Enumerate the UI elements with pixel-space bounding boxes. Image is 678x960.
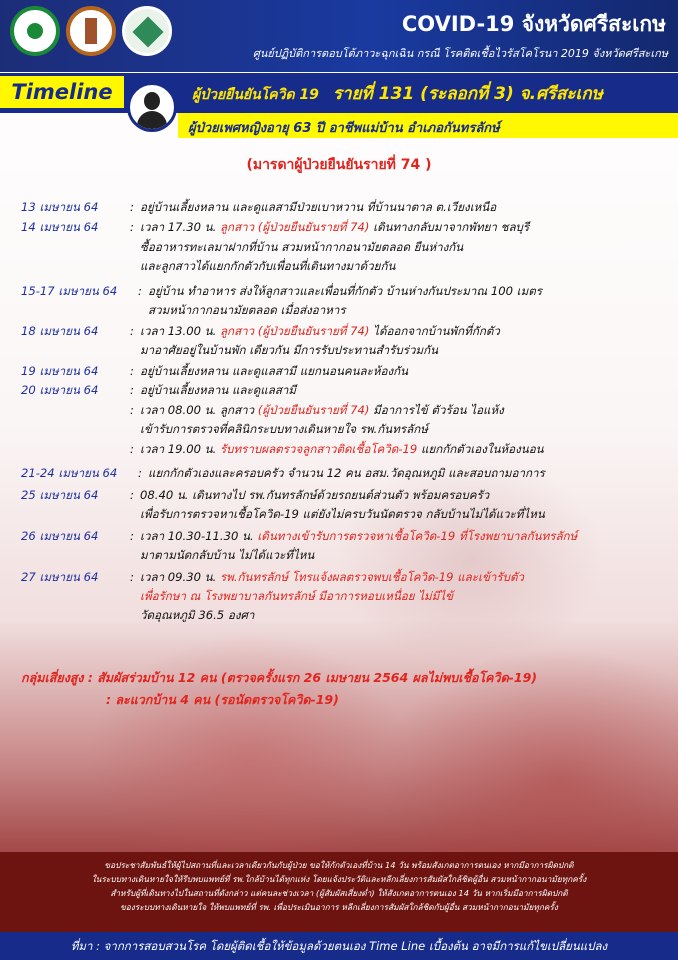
- timeline-date: 18 เมษายน 64: [21, 324, 99, 338]
- timeline-text: มีอาการไข้ ตัวร้อน ไอแห้ง: [369, 403, 504, 417]
- timeline-entry: [21, 381, 296, 399]
- timeline-entry: [21, 527, 577, 545]
- timeline-entry: [21, 440, 544, 458]
- timeline-text: สวมหน้ากากอนามัยตลอด เมื่อส่งอาหาร: [148, 303, 346, 317]
- timeline-separator: :: [130, 529, 134, 543]
- timeline-entry: [21, 257, 395, 275]
- timeline-entry: [21, 587, 453, 605]
- timeline-entry: [21, 505, 545, 523]
- timeline-date: 26 เมษายน 64: [21, 529, 99, 543]
- timeline-text: เวลา 19.00 น.: [140, 442, 220, 456]
- timeline-text: 08.40 น. เดินทางไป รพ.กันทรลักษ์ด้วยรถยนต์ส่วนตัว พร้อมครอบครัว: [140, 488, 490, 502]
- case-headline: [192, 80, 603, 107]
- timeline-separator: :: [130, 488, 134, 502]
- timeline-entry: [21, 420, 428, 438]
- timeline-entry: [21, 546, 314, 564]
- timeline-separator: :: [130, 570, 134, 584]
- timeline-date: 27 เมษายน 64: [21, 570, 99, 584]
- timeline-text: เวลา 09.30 น.: [140, 570, 220, 584]
- timeline-separator: :: [138, 466, 142, 480]
- timeline-text: วัดอุณหภูมิ 36.5 องศา: [140, 608, 255, 622]
- timeline-entry: [21, 401, 504, 419]
- case-number: รายที่ 131 (ระลอกที่ 3) จ.ศรีสะเกษ: [332, 84, 603, 104]
- timeline-entry: [21, 322, 500, 340]
- timeline-label: Timeline: [0, 76, 124, 108]
- page-subtitle: ศูนย์ปฏิบัติการตอบโต้ภาวะฉุกเฉิน กรณี โรคติดเชื้อไวรัสโคโรนา 2019 จังหวัดศรีสะเกษ: [252, 47, 668, 60]
- timeline-text: รพ.กันทรลักษ์ โทรแจ้งผลตรวจพบเชื้อโควิด-19 และเข้ารับตัว: [219, 570, 525, 584]
- advisory-line: ของระบบทางเดินหายใจ ให้พบแพทย์ที่ รพ. เพื่อประเมินอาการ หลีกเลี่ยงการสัมผัสใกล้ชิดกับผู้อื่น สวมหน้ากากอนามัยทุกครั้ง: [120, 902, 558, 912]
- page-title: COVID-19 จังหวัดศรีสะเกษ: [401, 12, 666, 36]
- timeline-entry: [21, 568, 524, 586]
- timeline-text: ลูกสาว (ผู้ป่วยยืนยันรายที่ 74): [219, 324, 370, 338]
- timeline-separator: :: [130, 364, 134, 378]
- advisory-line: ในระบบทางเดินหายใจให้รีบพบแพทย์ที่ รพ.ใกล้บ้านได้ทุกแห่ง โดยแจ้งประวัติและหลีกเลี่ยงการสัมผัสใกล้ชิดผู้อื่น สวมหน้ากากอนามัยทุกครั้ง: [91, 874, 587, 884]
- timeline-text: เพื่อรักษา ณ โรงพยาบาลกันทรลักษ์ มีอาการหอบเหนื่อย ไม่มีไข้: [140, 589, 454, 603]
- timeline-date: 20 เมษายน 64: [21, 383, 99, 397]
- timeline-text: รับทราบผลตรวจลูกสาวติดเชื้อโควิด-19: [219, 442, 418, 456]
- timeline-text: (ผู้ป่วยยืนยันรายที่ 74): [257, 403, 370, 417]
- timeline-text: เดินทางเข้ารับการตรวจหาเชื้อโควิด-19 ที่โรงพยาบาลกันทรลักษ์: [257, 529, 578, 543]
- timeline-text: มาตามนัดกลับบ้าน ไม่ได้แวะที่ไหน: [140, 548, 315, 562]
- advisory-line: สำหรับผู้ที่เดินทางไปในสถานที่ดังกล่าว แต่คนละช่วงเวลา (ผู้สัมผัสเสี่ยงต่ำ) ให้สังเกตอาการตนเอง 14 วัน หากเริ่มมีอาการผิดปกติ: [110, 888, 568, 898]
- case-relation: (มารดาผู้ป่วยยืนยันรายที่ 74 ): [246, 157, 432, 173]
- timeline-text: และลูกสาวได้แยกกักตัวกับเพื่อนที่เดินทางมาด้วยกัน: [140, 259, 396, 273]
- timeline-separator: :: [130, 383, 134, 397]
- advisory-line: ขอประชาสัมพันธ์ให้ผู้ไปสถานที่และเวลาเดียวกันกับผู้ป่วย ขอให้กักตัวเองที่บ้าน 14 วัน พร้อมสังเกตอาการตนเอง หากมีอาการผิดปกติ: [104, 860, 574, 870]
- timeline-date: 14 เมษายน 64: [21, 220, 99, 234]
- timeline-separator: :: [130, 442, 134, 456]
- timeline-text: ได้ออกจากบ้านพักที่กักตัว: [369, 324, 500, 338]
- patient-info: ผู้ป่วยเพศหญิงอายุ 63 ปี อาชีพแม่บ้าน อำเภอกันทรลักษ์: [188, 121, 500, 136]
- timeline-entry: [21, 464, 545, 482]
- source-footer: ที่มา : จากการสอบสวนโรค โดยผู้ติดเชื้อให้ข้อมูลด้วยตนเอง Time Line เบื้องต้น อาจมีการแก้ไขเปลี่ยนแปลง: [0, 932, 678, 960]
- timeline-text: แยกกักตัวเองและครอบครัว จำนวน 12 คน อสม.วัดอุณหภูมิ และสอบถามอาการ: [148, 466, 545, 480]
- timeline-entry: [21, 282, 542, 300]
- timeline-date: 25 เมษายน 64: [21, 488, 99, 502]
- timeline-entry: [21, 238, 463, 256]
- timeline-entry: [21, 362, 408, 380]
- timeline-text: เวลา 10.30-11.30 น.: [140, 529, 258, 543]
- timeline-text: เพื่อรับการตรวจหาเชื้อโควิด-19 แต่ยังไม่ครบวันนัดตรวจ กลับบ้านไม่ได้แวะที่ไหน: [140, 507, 545, 521]
- female-patient-icon: [127, 82, 177, 132]
- advisory-notice: [0, 852, 678, 932]
- header-bar: [0, 0, 678, 72]
- timeline-text: เวลา 17.30 น.: [140, 220, 220, 234]
- timeline-text: มาอาศัยอยู่ในบ้านพัก เดียวกัน มีการรับประทานสำรับร่วมกัน: [140, 343, 439, 357]
- timeline-text: อยู่บ้านเลี้ยงหลาน และดูแลสามี: [140, 383, 297, 397]
- timeline-text: ซื้ออาหารทะเลมาฝากที่บ้าน สวมหน้ากากอนามัยตลอด ยืนห่างกัน: [140, 240, 464, 254]
- timeline-separator: :: [130, 403, 134, 417]
- timeline-text: อยู่บ้านเลี้ยงหลาน และดูแลสามี แยกนอนคนละห้องกัน: [140, 364, 409, 378]
- health-dept-logo-icon: [10, 6, 60, 56]
- timeline-text: เดินทางกลับมาจากพัทยา ชลบุรี: [369, 220, 530, 234]
- timeline-text: เวลา 08.00 น. ลูกสาว: [140, 403, 258, 417]
- risk-group-line-1: กลุ่มเสี่ยงสูง : สัมผัสร่วมบ้าน 12 คน (ตรวจครั้งแรก 26 เมษายน 2564 ผลไม่พบเชื้อโควิด-19): [21, 670, 537, 685]
- timeline-date: 13 เมษายน 64: [21, 200, 99, 214]
- timeline-entry: [21, 198, 496, 216]
- timeline-separator: :: [130, 200, 134, 214]
- timeline-text: แยกกักตัวเองในห้องนอน: [417, 442, 544, 456]
- timeline-entry: [21, 606, 254, 624]
- timeline-date: 15-17 เมษายน 64: [21, 284, 118, 298]
- timeline-text: เข้ารับการตรวจที่คลินิกระบบทางเดินหายใจ รพ.กันทรลักษ์: [140, 422, 428, 436]
- timeline-text: อยู่บ้านเลี้ยงหลาน และดูแลสามีป่วยเบาหวาน ที่บ้านนาตาล ต.เวียงเหนือ: [140, 200, 497, 214]
- case-headline-text: ผู้ป่วยยืนยันโควิด 19: [192, 87, 319, 103]
- timeline-text: เวลา 13.00 น.: [140, 324, 220, 338]
- timeline-separator: :: [130, 324, 134, 338]
- timeline-separator: :: [138, 284, 142, 298]
- ministry-logo-icon: [122, 6, 172, 56]
- timeline-text: อยู่บ้าน ทำอาหาร ส่งให้ลูกสาวและเพื่อนที่กักตัว บ้านห่างกันประมาณ 100 เมตร: [148, 284, 543, 298]
- timeline-entry: [21, 301, 346, 319]
- timeline-entry: [21, 218, 529, 236]
- province-seal-icon: [66, 6, 116, 56]
- timeline-entry: [21, 341, 438, 359]
- timeline-entry: [21, 486, 489, 504]
- risk-group-line-2: : ละแวกบ้าน 4 คน (รอนัดตรวจโควิด-19): [106, 692, 339, 707]
- timeline-separator: :: [130, 220, 134, 234]
- timeline-text: ลูกสาว (ผู้ป่วยยืนยันรายที่ 74): [219, 220, 370, 234]
- timeline-date: 21-24 เมษายน 64: [21, 466, 118, 480]
- timeline-date: 19 เมษายน 64: [21, 364, 99, 378]
